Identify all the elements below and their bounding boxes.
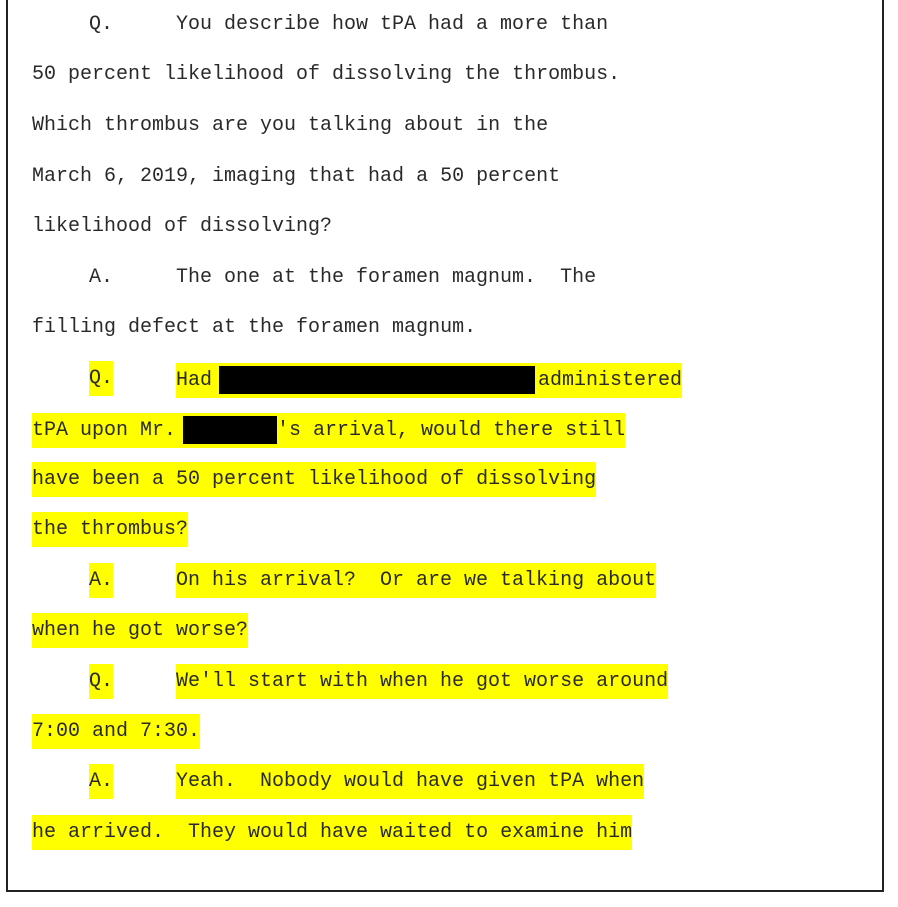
line-9-text [32, 416, 625, 442]
line-13-highlight: when he got worse? [32, 613, 248, 648]
line-11-text [32, 517, 188, 543]
line-14-label [89, 669, 113, 695]
line-3-text: Which thrombus are you talking about in the [32, 114, 549, 137]
line-13-text [32, 618, 248, 644]
line-17-highlight: he arrived. They would have waited to examine him [32, 815, 632, 850]
line-8-text [176, 366, 682, 392]
line-4-text: March 6, 2019, imaging that had a 50 percent [32, 165, 561, 188]
line-14-highlight: We'll start with when he got worse around [176, 664, 668, 699]
line-14-text [176, 669, 668, 695]
line-8-post-text: administered [538, 363, 682, 398]
line-16-label [89, 769, 113, 795]
line-5-text: likelihood of dissolving? [32, 215, 333, 238]
line-8-label-highlight: Q. [89, 361, 113, 396]
line-12-label [89, 568, 113, 594]
line-8-pre-text: Had [176, 363, 212, 398]
line-6-label: A. [89, 266, 114, 289]
line-9-redaction-wrap [176, 413, 277, 448]
redaction-bar [219, 366, 535, 394]
line-8-label [89, 366, 113, 392]
line-11-highlight: the thrombus? [32, 512, 188, 547]
line-15-highlight: 7:00 and 7:30. [32, 714, 200, 749]
line-6-text: The one at the foramen magnum. The [176, 266, 597, 289]
line-10-highlight: have been a 50 percent likelihood of dissolving [32, 462, 596, 497]
line-9-pre-text: tPA upon Mr. [32, 413, 176, 448]
line-12-highlight: On his arrival? Or are we talking about [176, 563, 656, 598]
line-2-text: 50 percent likelihood of dissolving the thrombus. [32, 63, 621, 86]
line-15-text [32, 719, 200, 745]
line-16-label-highlight: A. [89, 764, 113, 799]
line-16-text [176, 769, 644, 795]
line-17-text [32, 820, 632, 846]
line-8-redaction-wrap [212, 363, 538, 398]
line-10-text [32, 467, 596, 493]
redaction-bar [183, 416, 277, 444]
line-12-text [176, 568, 656, 594]
line-7-text: filling defect at the foramen magnum. [32, 316, 477, 339]
line-12-label-highlight: A. [89, 563, 113, 598]
line-14-label-highlight: Q. [89, 664, 113, 699]
line-1-text: You describe how tPA had a more than [176, 13, 609, 36]
line-16-highlight: Yeah. Nobody would have given tPA when [176, 764, 644, 799]
line-9-post-text: 's arrival, would there still [277, 413, 625, 448]
line-1-label: Q. [89, 13, 114, 36]
